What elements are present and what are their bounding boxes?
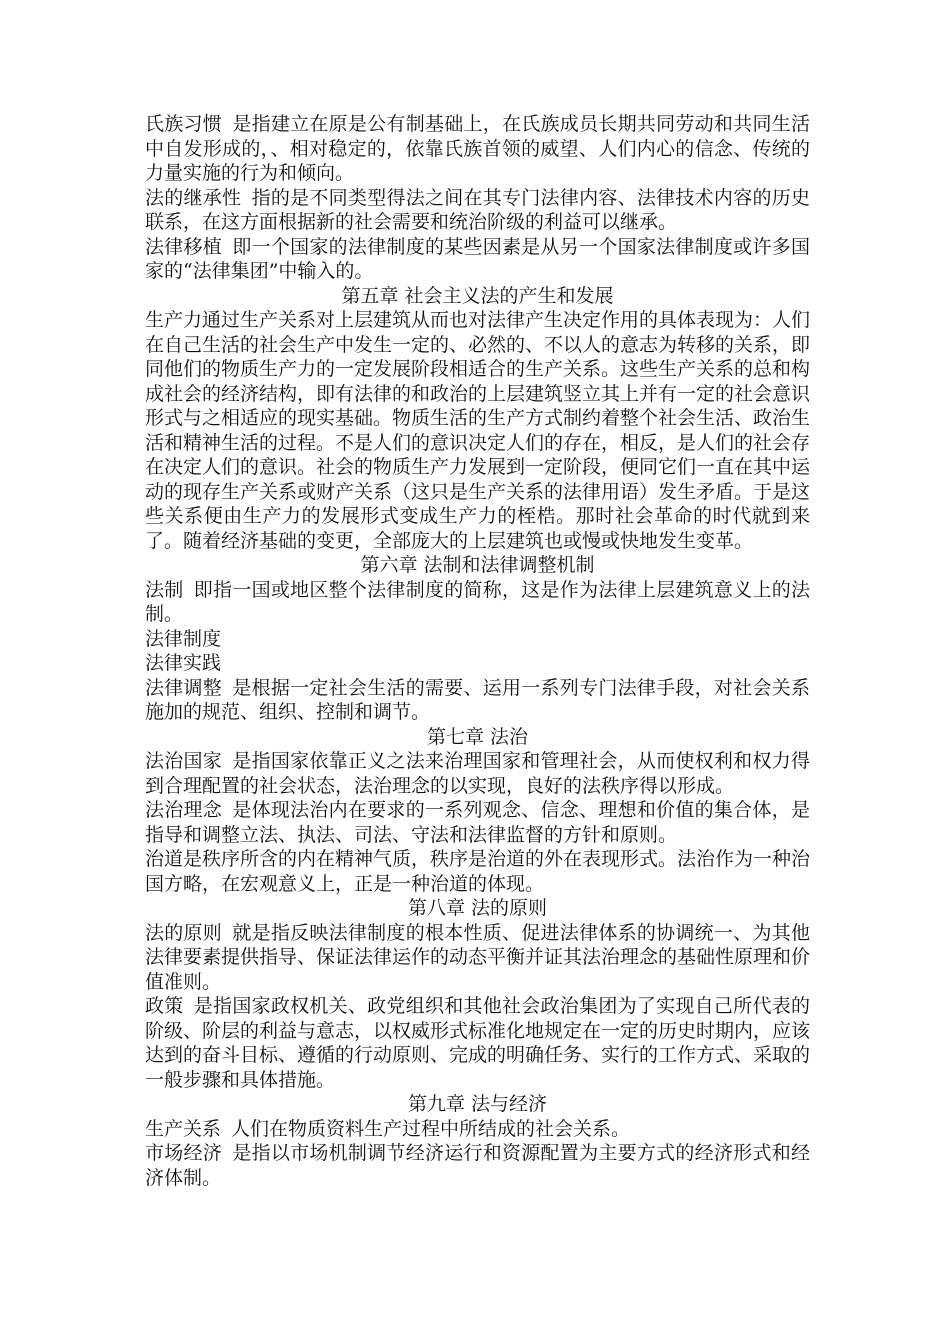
term-label: 法律实践 [145,652,222,674]
term-label: 生产关系 [145,1117,222,1140]
term-definition: 是指国家依靠正义之法来治理国家和管理社会，从而使权利和权力得到合理配置的社会状态，法治理念的以实现，良好的法秩序得以形成。 [145,750,810,797]
chapter-heading-8: 第八章 法的原则 [407,897,548,919]
term-label: 法律调整 [145,676,223,699]
term-definition: 就是指反映法律制度的根本性质、促进法律体系的协调统一、为其他法律要素提供指导、保证法律运作的动态平衡并证其法治理念的基础性原理和价值准则。 [145,921,811,993]
term-label: 法治理念 [145,799,223,821]
paragraph-legal-practice [145,651,810,676]
term-label: 氏族习惯 [145,113,223,135]
term-definition: 人们在物质资料生产过程中所结成的社会关系。 [231,1117,631,1140]
term-definition: 是根据一定社会生活的需要、运用一系列专门法律手段，对社会关系施加的规范、组织、控制和调节。 [145,676,810,723]
term-definition: 即一个国家的法律制度的某些因素是从另一个国家法律制度或许多国家的“法律集团”中输入的。 [145,235,810,282]
paragraph-legal-system [145,578,810,627]
term-definition: 指的是不同类型得法之间在其专门法律内容、法律技术内容的历史联系，在这方面根据新的社会需要和统治阶级的利益可以继承。 [145,186,810,233]
paragraph-policy [145,994,810,1092]
term-label: 法律移植 [145,235,223,258]
paragraph-legal-institution [145,627,810,652]
paragraph-text: 生产力通过生产关系对上层建筑从而也对法律产生决定作用的具体表现为：人们在自己生活的社会生产中发生一定的、必然的、不以人的意志为转移的关系，即同他们的物质生产力的一定发展阶段相适合的生产关系。这些生产关系的总和构成社会的经济结构，即有法律的和政治的上层建筑竖立其上并有一定的社会意识形式与之相适应的现实基础。物质生活的生产方式制约着整个社会生活、政治生活和精神生活的过程。不是人们的意识决定人们的存在，相反，是人们的社会存在决定人们的意识。社会的物质生产力发展到一定阶段，便同它们一直在其中运动的现存生产关系或财产关系（这只是生产关系的法律用语）发生矛盾。于是这些关系便由生产力的发展形式变成生产力的桎梏。那时社会革命的时代就到来了。随着经济基础的变更，全部庞大的上层建筑也或慢或快地发生变革。 [145,309,811,552]
paragraph-text: 治道是秩序所含的内在精神气质，秩序是治道的外在表现形式。法治作为一种治国方略，在宏观意义上，正是一种治道的体现。 [145,848,811,895]
paragraph-governance-order [145,847,810,896]
paragraph-market-economy [145,1141,810,1190]
paragraph-relations-of-production [145,1117,810,1142]
term-definition: 即指一国或地区整个法律制度的简称，这是作为法律上层建筑意义上的法制。 [145,578,810,625]
term-label: 法制 [145,578,184,601]
term-definition: 是指建立在原是公有制基础上，在氏族成员长期共同劳动和共同生活中自发形成的，、相对稳定的，依靠氏族首领的威望、人们内心的信念、传统的力量实施的行为和倾向。 [145,113,810,184]
term-label: 政策 [145,995,184,1017]
paragraph-law-transplant [145,235,810,284]
term-definition: 是指国家政权机关、政党组织和其他社会政治集团为了实现自己所代表的阶级、阶层的利益与意志，以权威形式标准化地规定在一定的历史时期内，应该达到的奋斗目标、遵循的行动原则、完成的明确任务、实行的工作方式、采取的一般步骤和具体措施。 [145,995,811,1091]
paragraph-legal-adjustment [145,676,810,725]
term-label: 法律制度 [145,627,222,650]
term-label: 法的原则 [145,921,223,944]
document-page [145,112,810,1190]
paragraph-rule-of-law-concept [145,798,810,847]
term-label: 法治国家 [145,750,223,772]
chapter-heading-9: 第九章 法与经济 [407,1093,548,1115]
paragraph-rule-of-law-state [145,749,810,798]
paragraph-clan-custom [145,112,810,186]
term-label: 市场经济 [145,1142,223,1164]
term-definition: 是指以市场机制调节经济运行和资源配置为主要方式的经济形式和经济体制。 [145,1142,810,1189]
chapter-heading-5: 第五章 社会主义法的产生和发展 [341,284,614,307]
chapter-heading-7: 第七章 法治 [426,725,529,748]
paragraph-law-inheritance [145,186,810,235]
paragraph-productivity [145,308,810,553]
term-definition: 是体现法治内在要求的一系列观念、信念、理想和价值的集合体，是指导和调整立法、执法、司法、守法和法律监督的方针和原则。 [145,799,810,846]
paragraph-principles-of-law [145,921,810,995]
term-label: 法的继承性 [145,186,242,209]
chapter-heading-6: 第六章 法制和法律调整机制 [360,554,595,576]
